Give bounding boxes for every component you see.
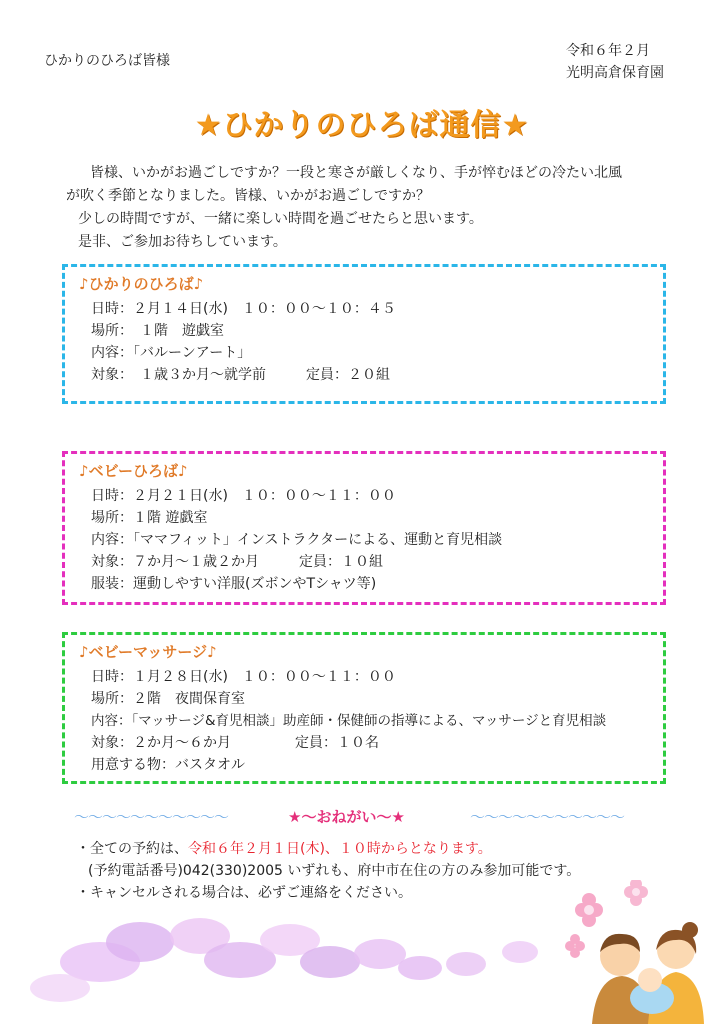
bubble — [398, 956, 442, 980]
tilde-divider-right: ～～～～～～～～～～～ — [470, 808, 625, 826]
event-box-hikari-hiroba — [62, 264, 666, 404]
bubble — [354, 939, 406, 969]
tilde-divider-left: ～～～～～～～～～～～ — [74, 808, 229, 826]
event-title: ♪ひかりのひろば♪ — [79, 275, 204, 293]
bubble — [300, 946, 360, 978]
event-items-to-bring: 用意する物：バスタオル — [91, 757, 245, 773]
organization-name: 光明高倉保育園 — [566, 65, 664, 81]
event-content: 内容：「マッサージ&育児相談」助産師・保健師の指導による、マッサージと育児相談 — [91, 713, 607, 729]
event-place: 場所：１階 遊戯室 — [91, 510, 208, 526]
event-capacity: 定員：１０名 — [295, 735, 379, 751]
date-block — [566, 40, 664, 84]
event-capacity: 定員：１０組 — [299, 554, 383, 570]
event-title: ♪ベビーマッサージ♪ — [79, 643, 217, 661]
event-target: 対象：２か月～６か月 — [91, 735, 231, 751]
event-target-row — [79, 364, 649, 386]
flower-icon — [624, 880, 648, 906]
event-capacity: 定員：２０組 — [306, 367, 390, 383]
bubble — [446, 952, 486, 976]
issue-date: 令和６年２月 — [566, 43, 650, 59]
intro-line: 皆様、いかがお過ごしですか？一段と寒さが厳しくなり、手が悴むほどの冷たい北風 — [90, 165, 622, 181]
event-datetime: 日時：２月１４日(水) １０：００～１０：４５ — [91, 301, 396, 317]
note-prefix: ・全ての予約は、 — [76, 841, 188, 857]
request-heading — [74, 806, 654, 826]
note-cancel: ・キャンセルされる場合は、必ずご連絡をください。 — [76, 885, 412, 901]
decorative-bubbles — [0, 900, 560, 1024]
event-place: 場所： １階 遊戯室 — [91, 323, 224, 339]
note-reservation — [76, 838, 676, 860]
addressee: ひかりのひろば皆様 — [44, 53, 170, 69]
request-label: ★～おねがい～★ — [288, 808, 405, 826]
event-content: 内容：「ママフィット」インストラクターによる、運動と育児相談 — [91, 532, 503, 548]
event-datetime: 日時：１月２８日(水) １０：００～１１：００ — [91, 669, 396, 685]
event-place: 場所：２階 夜間保育室 — [91, 691, 245, 707]
bubble — [502, 941, 538, 963]
event-target-row — [79, 551, 649, 573]
event-box-baby-massage — [62, 632, 666, 784]
event-target: 対象： １歳３か月～就学前 — [91, 367, 266, 383]
event-target-row — [79, 732, 649, 754]
intro-line: が吹く季節となりました。皆様、いかがお過ごしですか？ — [66, 188, 430, 204]
family-illustration — [552, 880, 724, 1024]
bubble — [30, 974, 90, 1002]
newsletter-title: ★ひかりのひろば通信★ — [194, 108, 530, 143]
intro-line: 是非、ご参加お待ちしています。 — [78, 234, 287, 250]
event-datetime: 日時：２月２１日(水) １０：００～１１：００ — [91, 488, 396, 504]
reservation-start-date: 令和６年２月１日(木)、１０時からとなります。 — [188, 841, 492, 857]
flower-icon — [575, 893, 603, 927]
flower-icon — [565, 934, 585, 958]
event-clothing: 服装：運動しやすい洋服(ズボンやTシャツ等) — [91, 576, 377, 592]
baby-figure — [630, 968, 674, 1014]
intro-line: 少しの時間ですが、一緒に楽しい時間を過ごせたらと思います。 — [78, 211, 483, 227]
event-title: ♪ベビーひろば♪ — [79, 462, 188, 480]
note-phone: (予約電話番号)042(330)2005 いずれも、府中市在住の方のみ参加可能です。 — [88, 863, 581, 879]
bubble — [106, 922, 174, 962]
event-box-baby-hiroba — [62, 451, 666, 605]
intro-text — [66, 162, 666, 254]
event-target: 対象：７か月～１歳２か月 — [91, 554, 259, 570]
event-content: 内容：「バルーンアート」 — [91, 345, 252, 361]
